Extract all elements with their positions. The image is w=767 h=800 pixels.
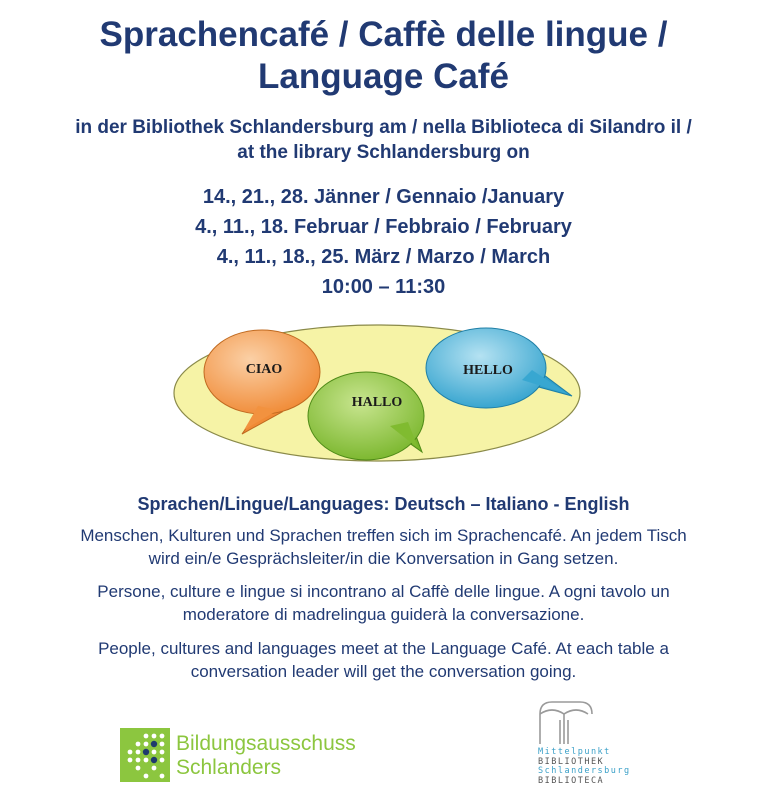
bibliothek-line-4: BIBLIOTECA bbox=[538, 775, 605, 786]
hallo-bubble bbox=[308, 372, 424, 460]
bibliothek-wordmark bbox=[538, 748, 631, 786]
subtitle bbox=[0, 115, 767, 165]
page-title bbox=[0, 14, 767, 98]
subtitle-line-2: at the library Schlandersburg on bbox=[237, 142, 530, 163]
paragraph-german-line-2: wird ein/e Gesprächsleiter/in die Konversation in Gang setzen. bbox=[148, 549, 619, 568]
languages-heading: Sprachen/Lingue/Languages: Deutsch – Italiano - English bbox=[137, 494, 630, 514]
bildungsausschuss-wordmark bbox=[176, 732, 356, 780]
bibliothek-logo bbox=[536, 698, 646, 798]
paragraph-german-line-1: Menschen, Kulturen und Sprachen treffen sich im Sprachencafé. An jedem Tisch bbox=[80, 526, 687, 545]
ciao-label: CIAO bbox=[245, 362, 283, 377]
bildungsausschuss-dots-icon bbox=[120, 728, 170, 782]
bildungsausschuss-line-1: Bildungsausschuss bbox=[176, 732, 356, 755]
library-arch-icon bbox=[536, 698, 596, 746]
subtitle-line-1: in der Bibliothek Schlandersburg am / nella Biblioteca di Silandro il / bbox=[75, 117, 692, 138]
bildungsausschuss-line-2: Schlanders bbox=[176, 756, 282, 779]
speech-bubbles-illustration bbox=[170, 320, 590, 470]
time-range: 10:00 – 11:30 bbox=[321, 276, 446, 298]
dates-february: 4., 11., 18. Februar / Febbraio / February bbox=[195, 216, 572, 238]
paragraph-italian-line-1: Persone, culture e lingue si incontrano al Caffè delle lingue. A ogni tavolo un bbox=[97, 582, 670, 601]
bibliothek-line-3: Schlandersburg bbox=[538, 766, 631, 776]
paragraph-italian bbox=[20, 580, 747, 626]
bibliothek-line-2: BIBLIOTHEK bbox=[538, 756, 605, 767]
paragraph-english-line-2: conversation leader will get the conversation going. bbox=[190, 662, 577, 681]
bildungsausschuss-logo bbox=[120, 728, 360, 784]
title-line-2: Language Café bbox=[258, 57, 509, 96]
dates-block bbox=[0, 182, 767, 302]
paragraph-english bbox=[20, 637, 747, 683]
dates-march: 4., 11., 18., 25. März / Marzo / March bbox=[216, 246, 551, 268]
hallo-label: HALLO bbox=[351, 395, 403, 410]
hello-label: HELLO bbox=[463, 363, 513, 378]
paragraph-italian-line-2: moderatore di madrelingua guiderà la conversazione. bbox=[182, 605, 585, 624]
title-line-1: Sprachencafé / Caffè delle lingue / bbox=[99, 15, 668, 54]
paragraph-german bbox=[20, 524, 747, 570]
paragraph-english-line-1: People, cultures and languages meet at the Language Café. At each table a bbox=[98, 639, 669, 658]
dates-january: 14., 21., 28. Jänner / Gennaio /January bbox=[202, 186, 565, 208]
bibliothek-line-1: Mittelpunkt bbox=[538, 747, 611, 757]
